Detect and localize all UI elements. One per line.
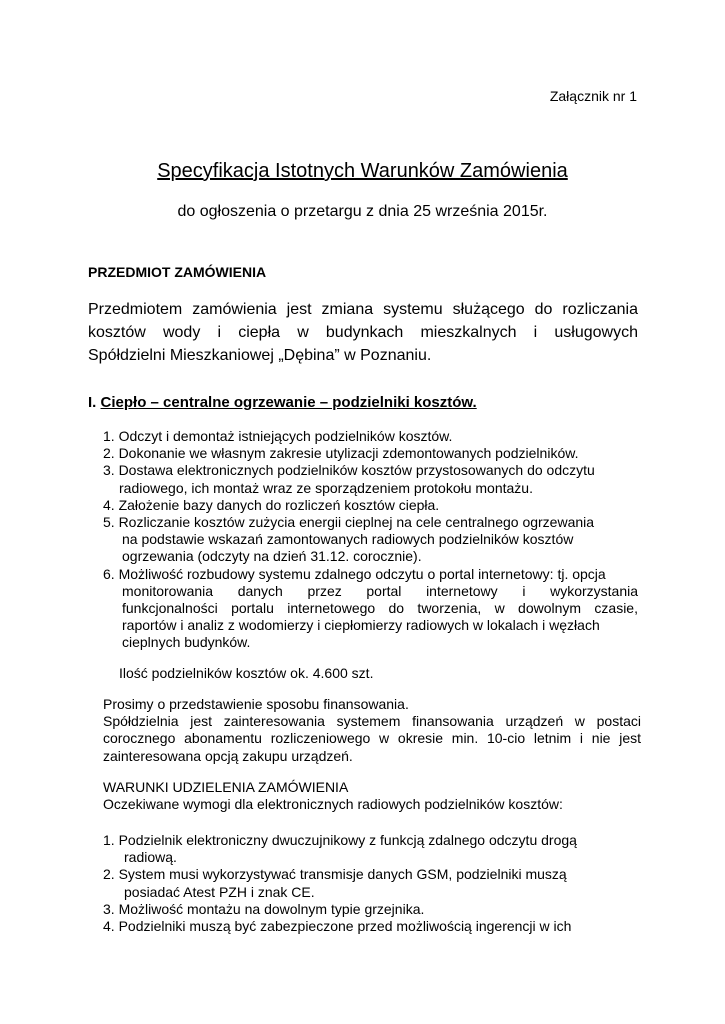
list-item-line: monitorowania danych przez portal internetowy i wykorzystania bbox=[122, 582, 638, 599]
list-item-line: 3. Dostawa elektronicznych podzielników kosztów przystosowanych do odczytu bbox=[103, 462, 595, 479]
list-item-line: na podstawie wskazań zamontowanych radiowych podzielników kosztów bbox=[122, 531, 574, 548]
list-item-line: 6. Możliwość rozbudowy systemu zdalnego odczytu o portal internetowy: tj. opcja bbox=[103, 565, 606, 582]
list-item-line: 4. Założenie bazy danych do rozliczeń kosztów ciepła. bbox=[103, 496, 440, 513]
list-item bbox=[103, 901, 638, 918]
quantity-note: Ilość podzielników kosztów ok. 4.600 szt. bbox=[119, 665, 374, 681]
part-heading-text: Ciepło – centralne ogrzewanie – podzielniki kosztów. bbox=[100, 394, 477, 411]
list-item-line: ogrzewania (odczyty na dzień 31.12. corocznie). bbox=[122, 548, 422, 565]
section-heading-subject: PRZEDMIOT ZAMÓWIENIA bbox=[88, 264, 267, 280]
list-item bbox=[103, 866, 638, 900]
part-items-list bbox=[103, 428, 638, 652]
financing-line: Prosimy o przedstawienie sposobu finansowania. bbox=[103, 696, 409, 712]
financing-line: Spółdzielnia jest zainteresowania systemem finansowania urządzeń w postaci bbox=[103, 713, 641, 730]
list-item bbox=[103, 428, 638, 445]
conditions-subtitle: Oczekiwane wymogi dla elektronicznych radiowych podzielników kosztów: bbox=[103, 796, 563, 812]
list-item-line: 3. Możliwość montażu na dowolnym typie grzejnika. bbox=[103, 900, 425, 917]
list-item-line: funkcjonalności portalu internetowego do tworzenia, w dowolnym czasie, bbox=[122, 600, 638, 617]
list-item-line: 2. Dokonanie we własnym zakresie utylizacji zdemontowanych podzielników. bbox=[103, 445, 579, 462]
list-item-line: raportów i analiz z wodomierzy i ciepłomierzy radiowych w lokalach i węzłach bbox=[122, 617, 600, 634]
financing-line: zainteresowana opcją zakupu urządzeń. bbox=[103, 747, 353, 764]
list-item-line: cieplnych budynków. bbox=[122, 634, 251, 651]
list-item-line: 1. Podzielnik elektroniczny dwuczujnikowy z funkcją zdalnego odczytu drogą bbox=[103, 832, 577, 848]
financing-line: corocznego abonamentu rozliczeniowego w okresie min. 10-cio letnim i nie jest bbox=[103, 730, 641, 747]
list-item bbox=[103, 918, 638, 935]
intro-paragraph bbox=[88, 298, 638, 367]
list-item-line: 1. Odczyt i demontaż istniejących podzielników kosztów. bbox=[103, 428, 453, 444]
list-item-line: 4. Podzielniki muszą być zabezpieczone przed możliwością ingerencji w ich bbox=[103, 918, 572, 935]
intro-line: Spółdzielni Mieszkaniowej „Dębina” w Poznaniu. bbox=[88, 347, 432, 364]
conditions-heading: WARUNKI UDZIELENIA ZAMÓWIENIA bbox=[103, 779, 349, 795]
list-item-line: 5. Rozliczanie kosztów zużycia energii cieplnej na cele centralnego ogrzewania bbox=[103, 514, 595, 531]
list-item bbox=[103, 832, 638, 866]
attachment-label: Załącznik nr 1 bbox=[549, 88, 637, 104]
list-item-line: radiową. bbox=[124, 849, 177, 866]
part-number: I. bbox=[88, 394, 97, 411]
list-item bbox=[103, 514, 638, 566]
financing-paragraph bbox=[103, 696, 641, 765]
intro-line: Przedmiotem zamówienia jest zmiana systemu służącego do rozliczania bbox=[88, 301, 638, 318]
document-subtitle: do ogłoszenia o przetargu z dnia 25 września 2015r. bbox=[177, 203, 548, 220]
list-item bbox=[103, 445, 638, 462]
list-item-line: radiowego, ich montaż wraz ze sporządzeniem protokołu montażu. bbox=[119, 479, 533, 496]
list-item bbox=[103, 497, 638, 514]
list-item-line: 2. System musi wykorzystywać transmisje danych GSM, podzielniki muszą bbox=[103, 866, 567, 883]
document-title: Specyfikacja Istotnych Warunków Zamówienia bbox=[157, 160, 568, 182]
intro-line: kosztów wody i ciepła w budynkach mieszkalnych i usługowych bbox=[88, 324, 638, 341]
requirements-list bbox=[103, 832, 638, 935]
list-item-line: posiadać Atest PZH i znak CE. bbox=[124, 883, 315, 900]
list-item bbox=[103, 566, 638, 652]
list-item bbox=[103, 462, 638, 496]
part-heading bbox=[88, 394, 477, 411]
